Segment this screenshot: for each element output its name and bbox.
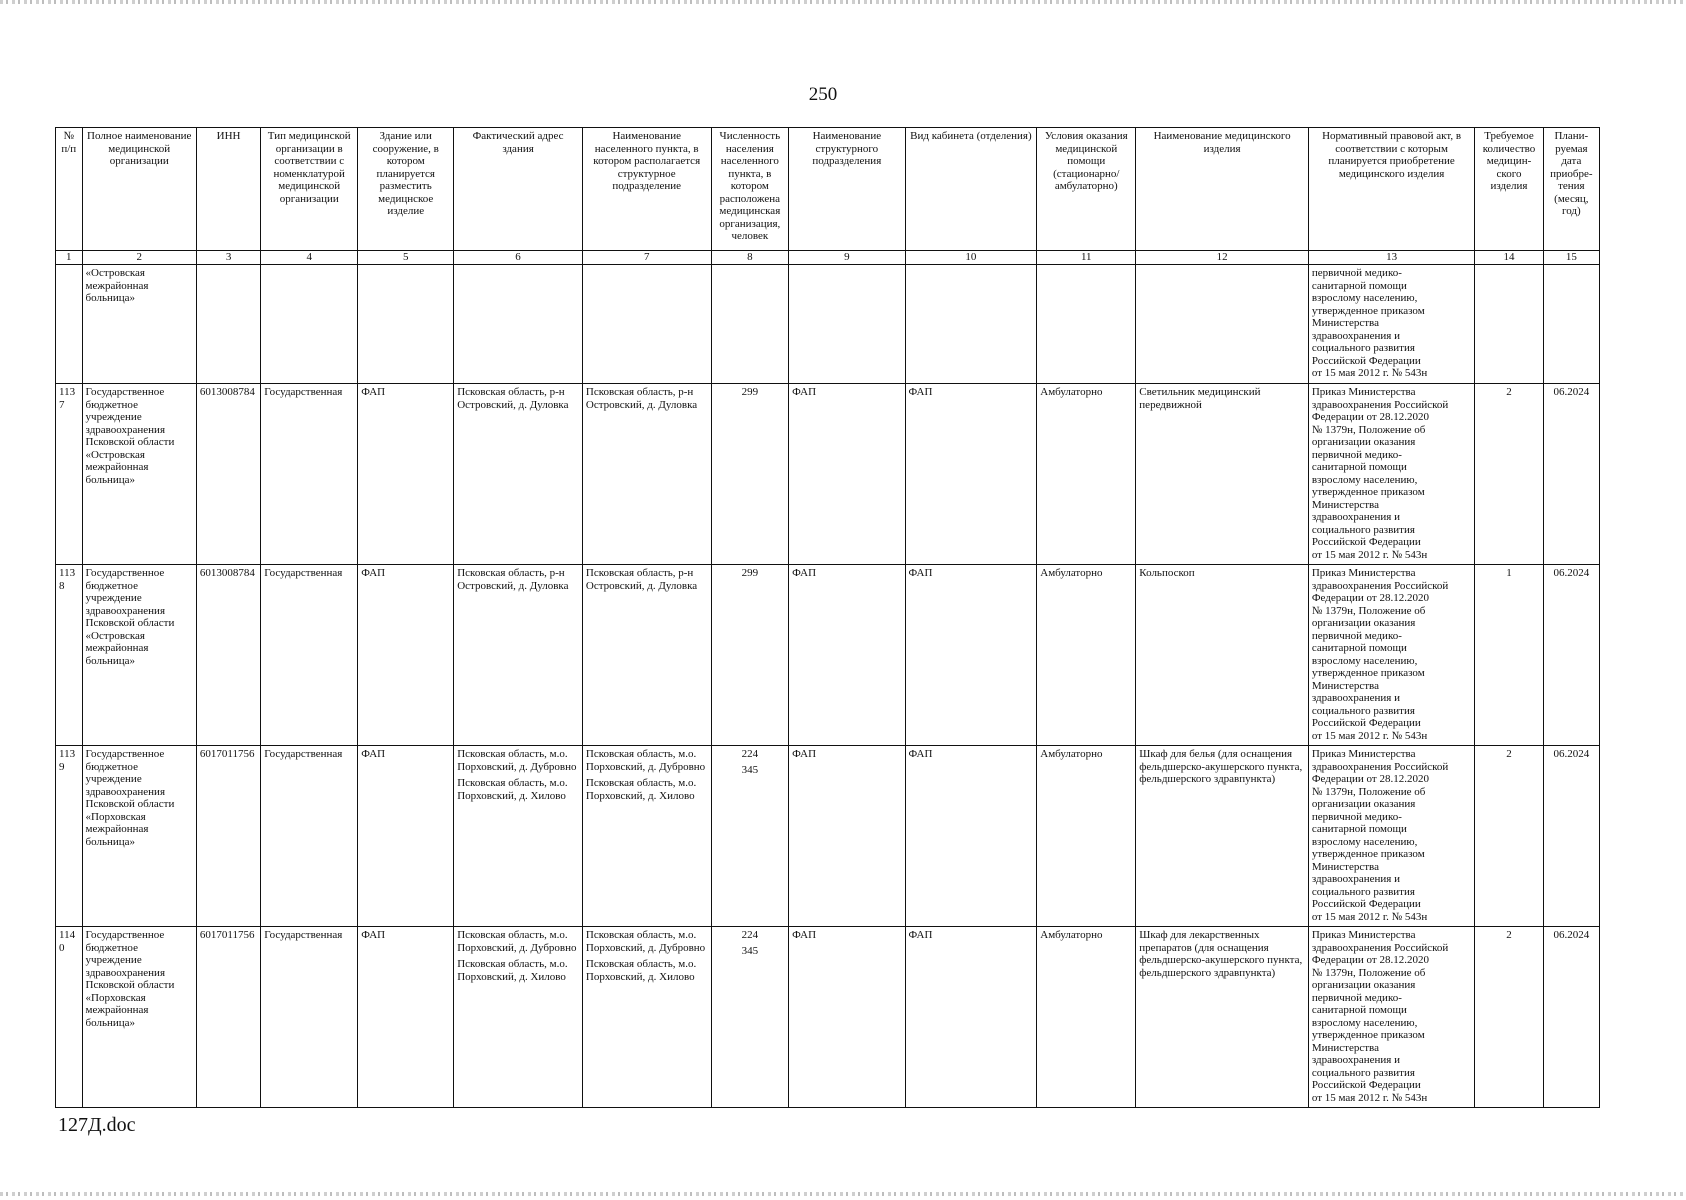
settlement-cell: [582, 927, 711, 1108]
address-line: Псковская область, м.о. Порховский, д. Хилово: [457, 777, 568, 802]
population-cell: [711, 746, 789, 927]
cabinet-cell: ФАП: [905, 565, 1037, 746]
settlement-line: Псковская область, м.о. Порховский, д. Хилово: [585, 958, 697, 983]
population-value: 345: [741, 763, 759, 776]
org-type-cell: Государственная: [261, 927, 358, 1108]
device-cell: Шкаф для лекарственных препаратов (для оснащения фельдшерско-акушерского пункта, фельдшерского здравпункта): [1136, 927, 1309, 1108]
quantity-cell: 2: [1475, 927, 1543, 1108]
equipment-table: [55, 127, 1600, 1108]
header-cell: Нормативный правовой акт, в соответствии с которым планируется приобретение медицинского изделия: [1308, 128, 1474, 251]
org-name-cell: «Островская межрайонная больница»: [82, 265, 196, 384]
row-number: 1137: [56, 384, 83, 565]
header-cell: Наименование медицинского изделия: [1136, 128, 1309, 251]
header-cell: Наименование структурного подразделения: [789, 128, 905, 251]
conditions-cell: Амбулаторно: [1037, 565, 1136, 746]
population-value: 345: [741, 944, 759, 957]
settlement-line: Псковская область, р-н Островский, д. Дуловка: [585, 567, 698, 592]
date-cell: 06.2024: [1543, 384, 1599, 565]
date-cell: 06.2024: [1543, 927, 1599, 1108]
legal-act-cell: Приказ Министерства здравоохранения Российской Федерации от 28.12.2020 № 1379н, Положение об организации оказания первичной медико- санитарной помощи взрослому населению, утвержденное приказом Министерства здравоохранения и социального развития Российской Федерации от 15 мая 2012 г. № 543н: [1308, 384, 1474, 565]
column-number: 15: [1543, 251, 1599, 265]
column-number: 1: [56, 251, 83, 265]
settlement-line: Псковская область, м.о. Порховский, д. Дубровно: [585, 748, 706, 773]
column-number: 3: [196, 251, 260, 265]
date-cell: 06.2024: [1543, 565, 1599, 746]
column-number: 10: [905, 251, 1037, 265]
document-filename: 127Д.doc: [58, 1114, 136, 1136]
cabinet-cell: ФАП: [905, 927, 1037, 1108]
device-cell: Кольпоскоп: [1136, 565, 1309, 746]
header-cell: № п/п: [56, 128, 83, 251]
population-value: 224: [741, 929, 759, 941]
unit-cell: ФАП: [789, 384, 905, 565]
header-cell: Условия оказания медицинской помощи (стационарно/ амбулаторно): [1037, 128, 1136, 251]
header-row: [56, 128, 1600, 251]
settlement-cell: [582, 746, 711, 927]
quantity-cell: 2: [1475, 384, 1543, 565]
table-row: [56, 927, 1600, 1108]
cabinet-cell: ФАП: [905, 384, 1037, 565]
population-value: 224: [741, 748, 759, 760]
table-row: [56, 746, 1600, 927]
header-cell: Полное наименование медицинской организации: [82, 128, 196, 251]
legal-act-cell: первичной медико- санитарной помощи взрослому населению, утвержденное приказом Министерства здравоохранения и социального развития Российской Федерации от 15 мая 2012 г. № 543н: [1308, 265, 1474, 384]
org-name-cell: Государственное бюджетное учреждение здравоохранения Псковской области «Островская межрайонная больница»: [82, 384, 196, 565]
building-cell: ФАП: [358, 565, 454, 746]
header-cell: Требуемое количество медицин-ского изделия: [1475, 128, 1543, 251]
population-value: 299: [741, 386, 759, 398]
org-type-cell: Государственная: [261, 565, 358, 746]
settlement-line: Псковская область, м.о. Порховский, д. Дубровно: [585, 929, 706, 954]
header-cell: ИНН: [196, 128, 260, 251]
column-number: 2: [82, 251, 196, 265]
building-cell: ФАП: [358, 927, 454, 1108]
address-line: Псковская область, м.о. Порховский, д. Дубровно: [457, 929, 577, 954]
column-number: 9: [789, 251, 905, 265]
column-number: 12: [1136, 251, 1309, 265]
column-number: 4: [261, 251, 358, 265]
column-number: 5: [358, 251, 454, 265]
column-number: 13: [1308, 251, 1474, 265]
org-type-cell: Государственная: [261, 384, 358, 565]
column-number: 11: [1037, 251, 1136, 265]
settlement-cell: [582, 384, 711, 565]
address-line: Псковская область, м.о. Порховский, д. Дубровно: [457, 748, 577, 773]
scan-edge-top: [0, 0, 1686, 4]
row-number: 1138: [56, 565, 83, 746]
column-number-row: [56, 251, 1600, 265]
header-cell: Здание или сооружение, в котором планируется разместить медицнское изделие: [358, 128, 454, 251]
inn-cell: 6017011756: [196, 927, 260, 1108]
population-value: 299: [741, 567, 759, 579]
address-cell: [454, 384, 583, 565]
conditions-cell: Амбулаторно: [1037, 927, 1136, 1108]
scan-edge-bottom: [0, 1192, 1686, 1196]
date-cell: 06.2024: [1543, 746, 1599, 927]
inn-cell: 6013008784: [196, 565, 260, 746]
address-cell: [454, 746, 583, 927]
address-line: Псковская область, м.о. Порховский, д. Хилово: [457, 958, 568, 983]
header-cell: Тип медицинской организации в соответствии с номенклатурой медицинской организации: [261, 128, 358, 251]
column-number: 14: [1475, 251, 1543, 265]
building-cell: ФАП: [358, 384, 454, 565]
conditions-cell: Амбулаторно: [1037, 384, 1136, 565]
table-row: [56, 384, 1600, 565]
inn-cell: 6017011756: [196, 746, 260, 927]
population-cell: [711, 565, 789, 746]
quantity-cell: 1: [1475, 565, 1543, 746]
quantity-cell: 2: [1475, 746, 1543, 927]
legal-act-cell: Приказ Министерства здравоохранения Российской Федерации от 28.12.2020 № 1379н, Положение об организации оказания первичной медико- санитарной помощи взрослому населению, утвержденное приказом Министерства здравоохранения и социального развития Российской Федерации от 15 мая 2012 г. № 543н: [1308, 565, 1474, 746]
cabinet-cell: ФАП: [905, 746, 1037, 927]
row-number: 1140: [56, 927, 83, 1108]
settlement-line: Псковская область, м.о. Порховский, д. Хилово: [585, 777, 697, 802]
column-number: 8: [711, 251, 789, 265]
org-name-cell: Государственное бюджетное учреждение здравоохранения Псковской области «Островская межрайонная больница»: [82, 565, 196, 746]
table-row: [56, 565, 1600, 746]
continuation-row: [56, 265, 1600, 384]
unit-cell: ФАП: [789, 746, 905, 927]
row-number: 1139: [56, 746, 83, 927]
unit-cell: ФАП: [789, 565, 905, 746]
org-name-cell: Государственное бюджетное учреждение здравоохранения Псковской области «Порховская межрайонная больница»: [82, 746, 196, 927]
org-name-cell: Государственное бюджетное учреждение здравоохранения Псковской области «Порховская межрайонная больница»: [82, 927, 196, 1108]
legal-act-cell: Приказ Министерства здравоохранения Российской Федерации от 28.12.2020 № 1379н, Положение об организации оказания первичной медико- санитарной помощи взрослому населению, утвержденное приказом Министерства здравоохранения и социального развития Российской Федерации от 15 мая 2012 г. № 543н: [1308, 746, 1474, 927]
population-cell: [711, 384, 789, 565]
settlement-line: Псковская область, р-н Островский, д. Дуловка: [585, 386, 698, 411]
inn-cell: 6013008784: [196, 384, 260, 565]
address-cell: [454, 927, 583, 1108]
header-cell: Численность населения населенного пункта, в котором расположена медицинская организация, человек: [711, 128, 789, 251]
page-number: 250: [808, 84, 838, 105]
header-cell: Наименование населенного пункта, в котором располагается структурное подразделение: [582, 128, 711, 251]
legal-act-cell: Приказ Министерства здравоохранения Российской Федерации от 28.12.2020 № 1379н, Положение об организации оказания первичной медико- санитарной помощи взрослому населению, утвержденное приказом Министерства здравоохранения и социального развития Российской Федерации от 15 мая 2012 г. № 543н: [1308, 927, 1474, 1108]
header-cell: Вид кабинета (отделения): [905, 128, 1037, 251]
conditions-cell: Амбулаторно: [1037, 746, 1136, 927]
header-cell: Фактический адрес здания: [454, 128, 583, 251]
population-cell: [711, 927, 789, 1108]
column-number: 6: [454, 251, 583, 265]
column-number: 7: [582, 251, 711, 265]
header-cell: Плани-руемая дата приобре-тения (месяц, год): [1543, 128, 1599, 251]
address-cell: [454, 565, 583, 746]
address-line: Псковская область, р-н Островский, д. Дуловка: [457, 386, 569, 411]
device-cell: Светильник медицинский передвижной: [1136, 384, 1309, 565]
address-line: Псковская область, р-н Островский, д. Дуловка: [457, 567, 569, 592]
org-type-cell: Государственная: [261, 746, 358, 927]
device-cell: Шкаф для белья (для оснащения фельдшерско-акушерского пункта, фельдшерского здравпункта): [1136, 746, 1309, 927]
unit-cell: ФАП: [789, 927, 905, 1108]
building-cell: ФАП: [358, 746, 454, 927]
settlement-cell: [582, 565, 711, 746]
